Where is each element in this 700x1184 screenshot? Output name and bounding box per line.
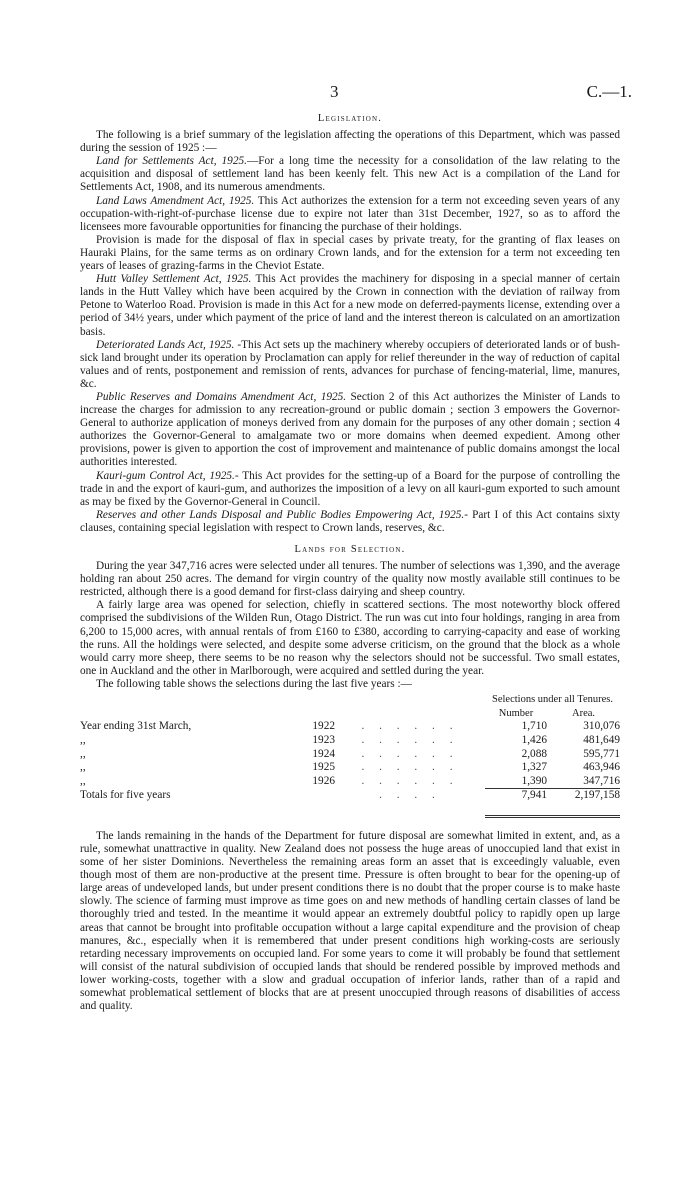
total-area: 2,197,158 (547, 789, 620, 803)
column-header-area: Area. (571, 707, 596, 719)
act-hutt-valley (80, 273, 620, 338)
ditto-mark: ,, (80, 775, 86, 788)
document-reference: C.—1. (586, 82, 632, 101)
ditto-mark: ,, (80, 761, 86, 774)
act-text: -This Act sets up the machinery whereby occupiers of deteriorated lands or of bush-sick land brought under its operation by Proclamation can apply for relief thereunder in the way of reduction of capital values and of rents, postponement and remission of rents, advances for purchase of fencing-material, lime, manures, &c. (80, 338, 620, 390)
act-text: This Act authorizes the extension for a term not exceeding seven years of any occupation-with-right-of-purchase license due to expire not later than 31st December, 1927, so as to afford the licensees more favourable opportunities for financing the purchase of their holdings. (80, 194, 620, 233)
row-number: 1,327 (521, 761, 547, 774)
act-kauri-gum-control (80, 470, 620, 509)
selection-paragraph: A fairly large area was opened for selection, chiefly in scattered sections. The most noteworthy block offered comprised the subdivisions of the Wilden Run, Otago District. The run was cut into four holdings, ranging in area from 6,200 to 15,000 acres, with annual rentals of from £160 to £380, according to carrying-capacity and ease of working the runs. All the holdings were selected, and despite some adverse criticism, on the ground that the block as a whole would carry more sheep, there seems to be no reason why the selectors should not be successful. Two small estates, one in Auckland and the other in Marlborough, were acquired and settled during the year. (80, 599, 620, 677)
row-number: 1,426 (521, 734, 547, 747)
row-area: 595,771 (583, 747, 620, 760)
act-title: Public Reserves and Domains Amendment Act, 1925. (96, 390, 347, 403)
act-title: Land for Settlements Act, 1925. (96, 155, 247, 168)
act-text: - Part I of this Act contains sixty clauses, containing special legislation with respect to Crown lands, reserves, &c. (80, 508, 620, 534)
row-number: 1,710 (521, 720, 547, 733)
act-deteriorated-lands (80, 339, 620, 391)
dot-leaders: . . . . . . (361, 734, 459, 747)
total-label: Totals for five years (80, 789, 171, 802)
act-text: Provision is made for the disposal of flax in special cases by private treaty, for the granting of flax leases on Hauraki Plains, for the same terms as on ordinary Crown lands, and for the extension for a term not exceeding ten years of leases of grazing-farms in the Cheviot Estate. (80, 233, 620, 273)
page-number: 3 (330, 82, 339, 101)
dot-leaders: . . . . . . (361, 747, 459, 760)
act-text: This Act provides the machinery for disposing in a special manner of certain lands in the Hutt Valley which have been acquired by the Crown in connection with the deviation of railway from Petone to Waterloo Road. Provision is made in this Act for a new mode on deferred-payments license, extending over a period of 34½ years, under which payment of the price of land and the interest thereon is calculated on an amortization basis. (80, 273, 620, 338)
dot-leaders: . . . . . . (361, 775, 459, 788)
row-area: 481,649 (583, 734, 620, 747)
page-header (0, 82, 700, 106)
act-title: Reserves and other Lands Disposal and Public Bodies Empowering Act, 1925. (96, 508, 465, 521)
selections-table (80, 693, 620, 818)
act-text: Section 2 of this Act authorizes the Minister of Lands to increase the charges for admission to any recreation-ground or public domain ; section 3 empowers the Governor-General to authorize application of moneys derived from any domain for the purposes of any other domain ; section 4 authorizes the Governor-General to amalgamate two or more domains when deemed expedient. Among other provisions, power is given to apportion the cost of improvement and maintenance of public domains amongst the local authorities interested. (80, 390, 620, 469)
act-title: Land Laws Amendment Act, 1925. (96, 194, 255, 207)
legislation-intro: The following is a brief summary of the legislation affecting the operations of this Department, which was passed during the session of 1925 :— (80, 129, 620, 155)
table-row (80, 734, 620, 748)
act-text: —For a long time the necessity for a consolidation of the law relating to the acquisition and disposal of settlement land has been keenly felt. This new Act is a compilation of the Land for Settlements Act, 1908, and its numerous amendments. (80, 155, 620, 194)
page-body (80, 112, 620, 1013)
table-group-header: Selections under all Tenures. (492, 694, 613, 706)
dot-leaders: . . . . . . (361, 761, 459, 774)
row-number: 2,088 (521, 747, 547, 760)
total-number: 7,941 (485, 789, 547, 803)
act-land-laws-amendment (80, 195, 620, 234)
table-row (80, 720, 620, 734)
ditto-mark: ,, (80, 747, 86, 760)
row-year: 1923 (312, 734, 335, 747)
dot-leaders: . . . . . . (361, 720, 459, 733)
table-row (80, 761, 620, 775)
dot-leaders: . . . . (379, 789, 441, 802)
table-double-rule (80, 803, 620, 817)
ditto-mark: ,, (80, 734, 86, 747)
act-title: Kauri-gum Control Act, 1925. (96, 469, 235, 482)
table-group-header-row (80, 693, 620, 707)
table-row (80, 747, 620, 761)
act-land-for-settlements (80, 155, 620, 194)
table-total-row (80, 789, 620, 803)
row-year: 1924 (312, 747, 335, 760)
act-public-reserves-domains (80, 391, 620, 470)
closing-paragraph: The lands remaining in the hands of the Department for future disposal are somewhat limited in extent, and, as a rule, somewhat unattractive in quality. New Zealand does not possess the huge areas of unoccupied land that exist in some of her sister Dominions. Nevertheless the remaining areas form an asset that is exceedingly valuable, even though most of them are non-productive at the present time. Pressure is often brought to bear for the opening-up of large areas of undeveloped lands, but under present conditions there is no doubt that the proper course is to make haste slowly. The science of farming must improve as time goes on and new methods of handling certain classes of land be thoroughly tried and tested. In the meantime it would appear an extremely doubtful policy to rapidly open up large areas that cannot be brought into profitable occupation without a large capital expenditure and the provision of cheap manures, &c., especially when it is remembered that under present conditions high working-costs are seriously retarding necessary improvements on occupied land. For some years to come it will probably be found that settlement will consist of the natural subdivision of occupied lands that should be rendered possible by improved methods and lower working-costs, together with a slow and gradual occupation of inferior lands, rather than of a rapid and somewhat problematical settlement of blocks that are at present unoccupied through reasons of disabilities of access and quality. (80, 829, 620, 1013)
act-reserves-disposal (80, 509, 620, 535)
flax-provision-paragraph (80, 234, 620, 273)
act-title: Hutt Valley Settlement Act, 1925. (96, 273, 252, 286)
row-year: 1925 (312, 761, 335, 774)
legislation-heading: Legislation. (317, 113, 383, 124)
table-column-header-row (80, 707, 620, 721)
row-label: Year ending 31st March, (80, 720, 192, 733)
table-row (80, 775, 620, 789)
row-area: 463,946 (583, 761, 620, 774)
row-year: 1922 (312, 720, 335, 733)
column-header-number: Number (498, 707, 534, 719)
row-area: 310,076 (583, 720, 620, 733)
lands-for-selection-heading: Lands for Selection. (294, 544, 406, 555)
act-title: Deteriorated Lands Act, 1925. (96, 338, 235, 351)
act-text: - This Act provides for the setting-up of a Board for the purpose of controlling the trade in and the export of kauri-gum, and authorizes the imposition of a levy on all kauri-gum exported to such amount as may be fixed by the Governor-General in Council. (80, 469, 620, 508)
row-year: 1926 (312, 775, 335, 788)
selection-paragraph: During the year 347,716 acres were selected under all tenures. The number of selections was 1,390, and the average holding ran about 250 acres. The demand for virgin country of the quality now mostly available still continues to be restricted, although there is a good demand for first-class dairying and sheep country. (80, 560, 620, 599)
row-area: 347,716 (583, 774, 620, 787)
selection-paragraph: The following table shows the selections during the last five years :— (96, 677, 412, 690)
row-number: 1,390 (521, 774, 547, 787)
